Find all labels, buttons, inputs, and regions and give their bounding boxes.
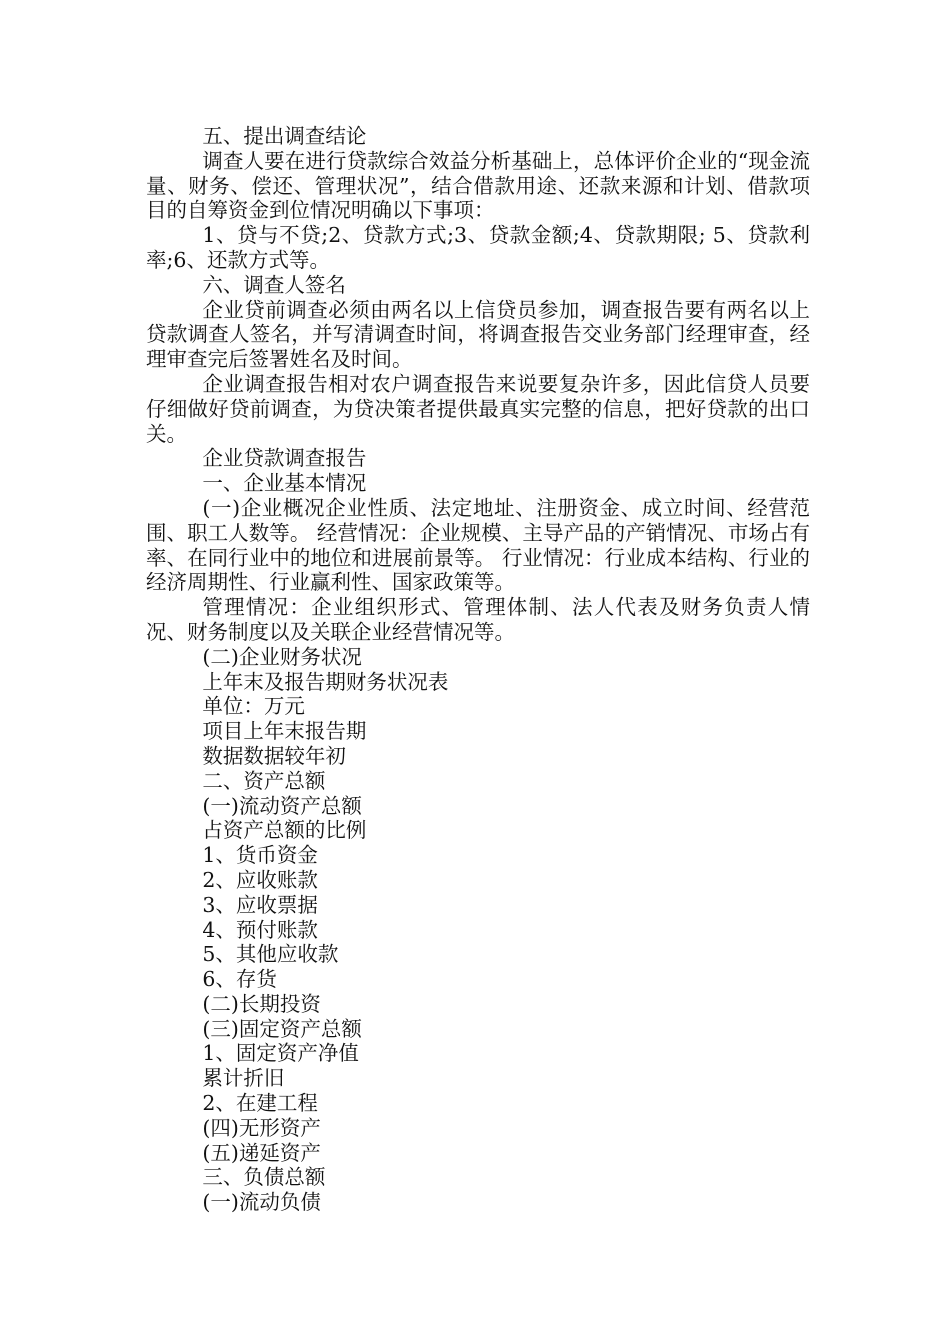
list-item: 二、资产总额: [202, 768, 326, 793]
table-title: 上年末及报告期财务状况表: [202, 669, 449, 694]
list-item: (二)长期投资: [202, 991, 321, 1016]
paragraph-company-overview: (一)企业概况企业性质、法定地址、注册资金、成立时间、经营范围、职工人数等。 经营情况：企业规模、主导产品的产销情况、市场占有率、在同行业中的地位和进展前景等。 行业情况：行业成本结构、行业的经济周期性、行业赢利性、国家政策等。: [146, 495, 810, 595]
section-heading-conclusion: 五、提出调查结论: [202, 124, 367, 148]
list-item: (三)固定资产总额: [202, 1016, 362, 1041]
list-item: 3、应收票据: [202, 892, 318, 917]
table-unit: 单位：万元: [202, 694, 305, 719]
list-item: (四)无形资产: [202, 1115, 321, 1140]
list-item: 2、应收账款: [202, 867, 318, 892]
paragraph-report-note: 企业调查报告相对农户调查报告来说要复杂许多，因此信贷人员要仔细做好贷前调查，为贷决策者提供最真实完整的信息，把好贷款的出口关。: [146, 371, 810, 446]
paragraph-conclusion-body: 调查人要在进行贷款综合效益分析基础上，总体评价企业的“现金流量、财务、偿还、管理状况”，结合借款用途、还款来源和计划、借款项目的自筹资金到位情况明确以下事项：: [146, 148, 810, 223]
section-heading-signature: 六、调查人签名: [202, 272, 346, 297]
list-item: 4、预付账款: [202, 917, 318, 942]
list-item: 三、负债总额: [202, 1165, 326, 1190]
list-item: 5、其他应收款: [202, 942, 339, 967]
table-header-line-2: 数据数据较年初: [202, 743, 346, 768]
list-item: 1、货币资金: [202, 843, 318, 868]
list-item: (一)流动资产总额: [202, 793, 362, 818]
list-item: (一)流动负债: [202, 1190, 321, 1215]
subheading-financial-status: (二)企业财务状况: [202, 644, 362, 669]
section-heading-basic-info: 一、企业基本情况: [202, 471, 367, 496]
list-item: 6、存货: [202, 967, 277, 992]
list-item: (五)递延资产: [202, 1140, 321, 1165]
paragraph-signature-body: 企业贷前调查必须由两名以上信贷员参加，调查报告要有两名以上贷款调查人签名，并写清调查时间，将调查报告交业务部门经理审查，经理审查完后签署姓名及时间。: [146, 297, 810, 372]
paragraph-conclusion-items: 1、贷与不贷;2、贷款方式;3、贷款金额;4、贷款期限; 5、贷款利率;6、还款方式等。: [146, 223, 810, 272]
list-item: 累计折旧: [202, 1066, 285, 1091]
document-body: [146, 124, 810, 1215]
list-item: 1、固定资产净值: [202, 1041, 359, 1066]
table-header-line-1: 项目上年末报告期: [202, 719, 367, 744]
list-item: 占资产总额的比例: [202, 818, 367, 843]
paragraph-management: 管理情况：企业组织形式、管理体制、法人代表及财务负责人情况、财务制度以及关联企业经营情况等。: [146, 595, 810, 644]
document-subtitle: 企业贷款调查报告: [202, 446, 367, 471]
list-item: 2、在建工程: [202, 1091, 318, 1116]
